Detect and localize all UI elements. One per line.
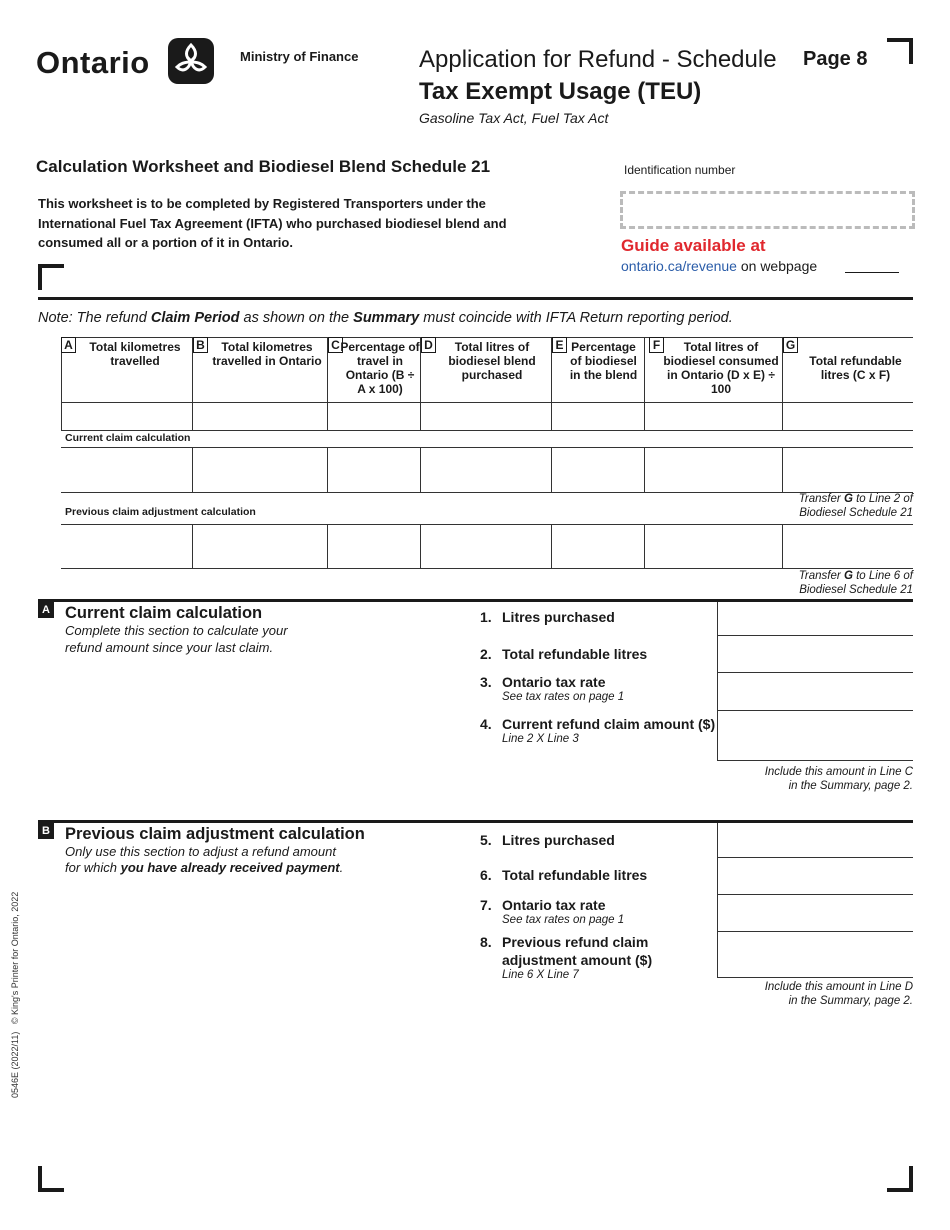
- section-b-letter: B: [38, 823, 54, 839]
- line-4-input[interactable]: [718, 711, 913, 759]
- section-b-rule: [38, 820, 913, 823]
- col-d-letter: D: [421, 337, 436, 353]
- cell-g-row2[interactable]: [783, 448, 913, 491]
- col-e-letter: E: [552, 337, 567, 353]
- note-claim-period: Claim Period: [150, 310, 240, 326]
- identification-number-input[interactable]: [620, 191, 915, 229]
- transfer-line2-a: Transfer: [798, 493, 844, 505]
- cell-f-row3[interactable]: [645, 525, 781, 567]
- guide-underline: [845, 272, 899, 273]
- section-b-desc1: Only use this section to adjust a refund amount: [65, 844, 336, 859]
- line-1-label: Litres purchased: [502, 609, 615, 625]
- cell-e-row1[interactable]: [552, 403, 643, 429]
- transfer-note-line6: [753, 569, 913, 597]
- line-2: [480, 646, 647, 662]
- form-title-line1: Application for Refund - Schedule: [419, 46, 777, 73]
- line-3-label: Ontario tax rate: [502, 674, 606, 690]
- crop-mark-top-right: [887, 38, 913, 64]
- line-8-label2: adjustment amount ($): [502, 952, 653, 968]
- line-6-input[interactable]: [718, 858, 913, 893]
- cell-f-row2[interactable]: [645, 448, 781, 491]
- cell-b-row3[interactable]: [193, 525, 326, 567]
- col-g-letter: G: [783, 337, 798, 353]
- form-acts: Gasoline Tax Act, Fuel Tax Act: [419, 110, 609, 126]
- worksheet-intro: This worksheet is to be completed by Registered Transporters under the International Fuel Tax Agreement (IFTA) who purchased biodiesel blend and consumed all or a portion of it in Ontario.: [38, 196, 507, 250]
- note-middle: as shown on the: [239, 310, 354, 326]
- col-d-header: Total litres of biodiesel blend purchased: [448, 340, 536, 382]
- section-b-title: Previous claim adjustment calculation: [65, 825, 365, 843]
- note-suffix: must coincide with IFTA Return reporting period.: [419, 310, 733, 326]
- line-8-sub: Line 6 X Line 7: [502, 969, 579, 981]
- page-number: Page 8: [803, 48, 868, 70]
- col-c-letter: C: [328, 337, 343, 353]
- cell-a-row2[interactable]: [62, 448, 191, 491]
- note-summary: Summary: [353, 310, 420, 326]
- line-6-label: Total refundable litres: [502, 867, 648, 883]
- line-7-num: 7.: [480, 897, 492, 913]
- line-4-num: 4.: [480, 716, 492, 732]
- cell-d-row1[interactable]: [421, 403, 550, 429]
- line-3-sub: See tax rates on page 1: [502, 691, 625, 703]
- transfer-line6-a: Transfer: [798, 570, 844, 582]
- line-8-label: Previous refund claim: [502, 934, 649, 950]
- section-a-include-1: Include this amount in Line C: [764, 766, 913, 778]
- transfer-line6-b: to Line 6 of: [852, 570, 913, 582]
- line-7-sub: See tax rates on page 1: [502, 914, 625, 926]
- guide-link[interactable]: ontario.ca/revenue: [621, 258, 737, 274]
- line-4-sub: Line 2 X Line 3: [502, 733, 579, 745]
- section-b-desc2-a: for which: [65, 860, 121, 875]
- ontario-logo-text: Ontario: [36, 45, 150, 80]
- section-a-desc2: refund amount since your last claim.: [65, 640, 274, 655]
- cell-e-row2[interactable]: [552, 448, 643, 491]
- line-5: [480, 832, 615, 848]
- section-a-include-2: in the Summary, page 2.: [788, 780, 913, 792]
- transfer-line2-b: to Line 2 of: [852, 493, 913, 505]
- cell-b-row1[interactable]: [193, 403, 326, 429]
- cell-c-row1[interactable]: [328, 403, 419, 429]
- col-c-header: Percentage of travel in Ontario (B ÷ A x 100): [340, 340, 420, 396]
- line-6-num: 6.: [480, 867, 492, 883]
- guide-suffix: on webpage: [740, 258, 818, 274]
- col-g-header: Total refundable litres (C x F): [809, 354, 902, 382]
- section-b-include-1: Include this amount in Line D: [764, 981, 913, 993]
- cell-b-row2[interactable]: [193, 448, 326, 491]
- line-7-label: Ontario tax rate: [502, 897, 606, 913]
- transfer-note-line2: [753, 492, 913, 520]
- section-b-desc2-b: you have already received payment: [120, 860, 340, 875]
- line-1-num: 1.: [480, 609, 492, 625]
- cell-c-row2[interactable]: [328, 448, 419, 491]
- cell-g-row1[interactable]: [783, 403, 913, 429]
- crop-mark-bottom-right: [887, 1166, 913, 1192]
- col-b-letter: B: [193, 337, 208, 353]
- section-a-include-note: [700, 765, 913, 793]
- cell-a-row1[interactable]: [62, 403, 191, 429]
- guide-label: Guide available at: [621, 236, 766, 255]
- trillium-logo-icon: [167, 37, 215, 85]
- refund-note: [38, 310, 733, 326]
- line-2-label: Total refundable litres: [502, 646, 648, 662]
- section-b-desc2: [65, 860, 343, 875]
- form-number-copyright: 0546E (2022/11) © King's Printer for Ontario, 2022: [10, 891, 20, 1098]
- cell-f-row1[interactable]: [645, 403, 781, 429]
- cell-a-row3[interactable]: [62, 525, 191, 567]
- worksheet-title: Calculation Worksheet and Biodiesel Blend Schedule 21: [36, 157, 491, 176]
- row-label-previous: Previous claim adjustment calculation: [65, 506, 256, 518]
- section-a-title: Current claim calculation: [65, 604, 263, 622]
- line-5-num: 5.: [480, 832, 492, 848]
- form-title-line2: Tax Exempt Usage (TEU): [419, 78, 702, 105]
- guide-link-line: [621, 258, 817, 274]
- line-8-input[interactable]: [718, 932, 913, 976]
- col-b-header: Total kilometres travelled in Ontario: [212, 340, 322, 368]
- section-b-include-2: in the Summary, page 2.: [788, 995, 913, 1007]
- line-4: [480, 716, 715, 745]
- section-a-desc1: Complete this section to calculate your: [65, 623, 288, 638]
- line-3-input[interactable]: [718, 673, 913, 709]
- col-f-letter: F: [649, 337, 664, 353]
- line-8: [480, 934, 652, 981]
- cell-d-row2[interactable]: [421, 448, 550, 491]
- line-7-input[interactable]: [718, 895, 913, 930]
- section-b-desc2-c: .: [339, 860, 344, 875]
- line-2-input[interactable]: [718, 636, 913, 671]
- line-4-label: Current refund claim amount ($): [502, 716, 716, 732]
- line-7: [480, 897, 624, 926]
- cell-g-row3[interactable]: [783, 525, 913, 567]
- section-b-include-note: [700, 980, 913, 1008]
- line-2-num: 2.: [480, 646, 492, 662]
- line-5-label: Litres purchased: [502, 832, 615, 848]
- line-6: [480, 867, 647, 883]
- transfer-line2-g: G: [843, 493, 853, 505]
- transfer-line6-c: Biodiesel Schedule 21: [799, 584, 913, 596]
- col-a-header: Total kilometres travelled: [89, 340, 181, 368]
- cell-c-row3[interactable]: [328, 525, 419, 567]
- transfer-line2-c: Biodiesel Schedule 21: [799, 507, 913, 519]
- transfer-line6-g: G: [843, 570, 853, 582]
- line-1: [480, 609, 615, 625]
- line-3: [480, 674, 624, 703]
- note-prefix: Note: The refund: [38, 310, 151, 326]
- cell-e-row3[interactable]: [552, 525, 643, 567]
- section-a-letter: A: [38, 602, 54, 618]
- crop-mark-bottom-left: [38, 1166, 64, 1192]
- ministry-name: Ministry of Finance: [240, 49, 359, 64]
- identification-label: Identification number: [624, 163, 736, 177]
- line-5-input[interactable]: [718, 824, 913, 856]
- line-3-num: 3.: [480, 674, 492, 690]
- col-a-letter: A: [61, 337, 76, 353]
- crop-mark-mid-left: [38, 264, 64, 290]
- row-label-current: Current claim calculation: [65, 432, 191, 444]
- section-a-rule: [38, 599, 913, 602]
- line-8-num: 8.: [480, 934, 492, 950]
- cell-d-row3[interactable]: [421, 525, 550, 567]
- col-f-header: Total litres of biodiesel consumed in Ontario (D x E) ÷ 100: [663, 340, 779, 396]
- line-1-input[interactable]: [718, 603, 913, 634]
- col-e-header: Percentage of biodiesel in the blend: [569, 340, 638, 382]
- section-divider: [38, 297, 913, 300]
